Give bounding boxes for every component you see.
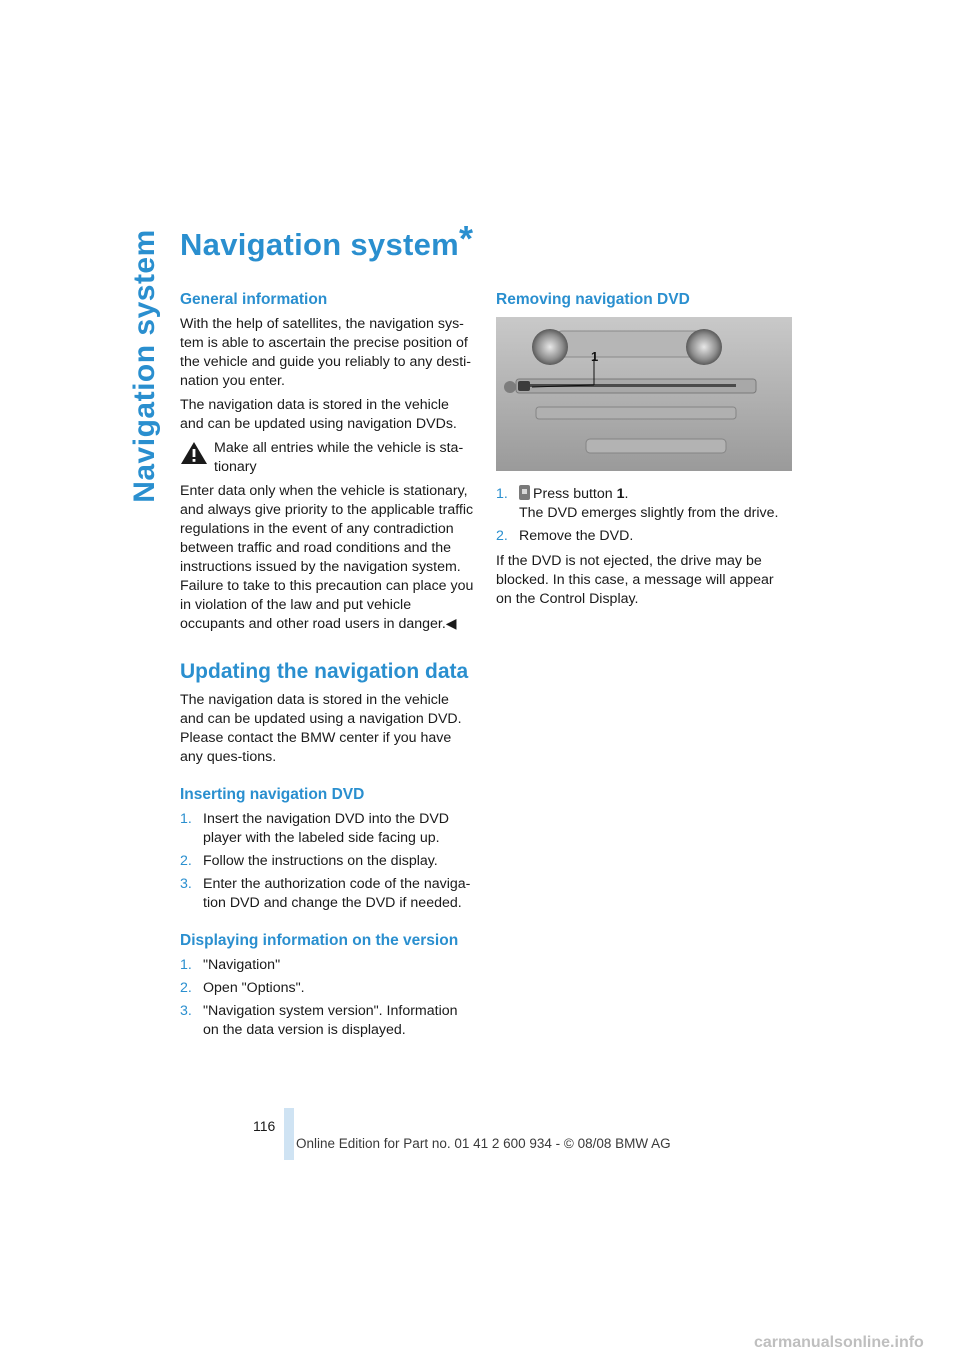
- list-item: 1. Press button 1. The DVD emerges slightly from the drive.: [496, 486, 779, 521]
- general-p2: The navigation data is stored in the vehicle and can be updated using navigation DVDs.: [180, 397, 457, 432]
- general-p1: With the help of satellites, the navigation sys-tem is able to ascertain the precise position of the vehicle and guide you reliably to any desti-nation you enter.: [180, 316, 472, 389]
- inserting-heading: Inserting navigation DVD: [180, 786, 365, 803]
- version-heading: Displaying information on the version: [180, 932, 459, 949]
- warning-icon: [180, 441, 208, 465]
- side-tab-label: Navigation system: [128, 229, 161, 503]
- page-title: Navigation system*: [180, 218, 474, 262]
- inserting-steps: [180, 810, 476, 913]
- general-heading: General information: [180, 291, 328, 308]
- footer-bar: [284, 1108, 294, 1160]
- side-tab: [128, 226, 162, 506]
- updating-heading: Updating the navigation data: [180, 660, 469, 683]
- page-number: 116: [253, 1118, 276, 1134]
- general-p3: Enter data only when the vehicle is stationary, and always give priority to the applicable traffic regulations in the event of any contradiction between traffic and road conditions and the instructions issued by the navigation system. Failure to take to this precaution can place you in violation of the law and put vehicle occupants and other road users in danger.◀: [180, 483, 474, 632]
- title-star: *: [459, 218, 474, 259]
- photo-callout: 1: [591, 349, 599, 364]
- list-item: 3. "Navigation system version". Information on the data version is displayed.: [180, 1003, 458, 1038]
- list-item: 2. Follow the instructions on the display.: [180, 853, 438, 869]
- list-item: 3. Enter the authorization code of the naviga-tion DVD and change the DVD if needed.: [180, 876, 471, 911]
- removing-steps: [496, 485, 792, 546]
- left-column: [180, 290, 476, 1046]
- dvd-drive-photo: [496, 317, 792, 471]
- right-column: [496, 290, 792, 614]
- updating-p1: The navigation data is stored in the vehicle and can be updated using a navigation DVD. Please contact the BMW center if you have any ques-tions.: [180, 692, 462, 765]
- warning-block: [180, 439, 476, 477]
- removing-p1: If the DVD is not ejected, the drive may be blocked. In this case, a message will appear on the Control Display.: [496, 553, 774, 607]
- list-item: 1. Insert the navigation DVD into the DVD player with the labeled side facing up.: [180, 811, 450, 846]
- removing-heading: Removing navigation DVD: [496, 291, 690, 308]
- footer-text: Online Edition for Part no. 01 41 2 600 934 - © 08/08 BMW AG: [296, 1136, 671, 1151]
- version-steps: [180, 956, 476, 1040]
- list-item: 1. "Navigation": [180, 957, 281, 973]
- list-item: 2. Open "Options".: [180, 980, 305, 996]
- list-item: 2. Remove the DVD.: [496, 528, 634, 544]
- warning-title: Make all entries while the vehicle is sta-tionary: [214, 440, 464, 475]
- watermark: carmanualsonline.info: [754, 1334, 924, 1351]
- eject-button-icon: [519, 485, 530, 500]
